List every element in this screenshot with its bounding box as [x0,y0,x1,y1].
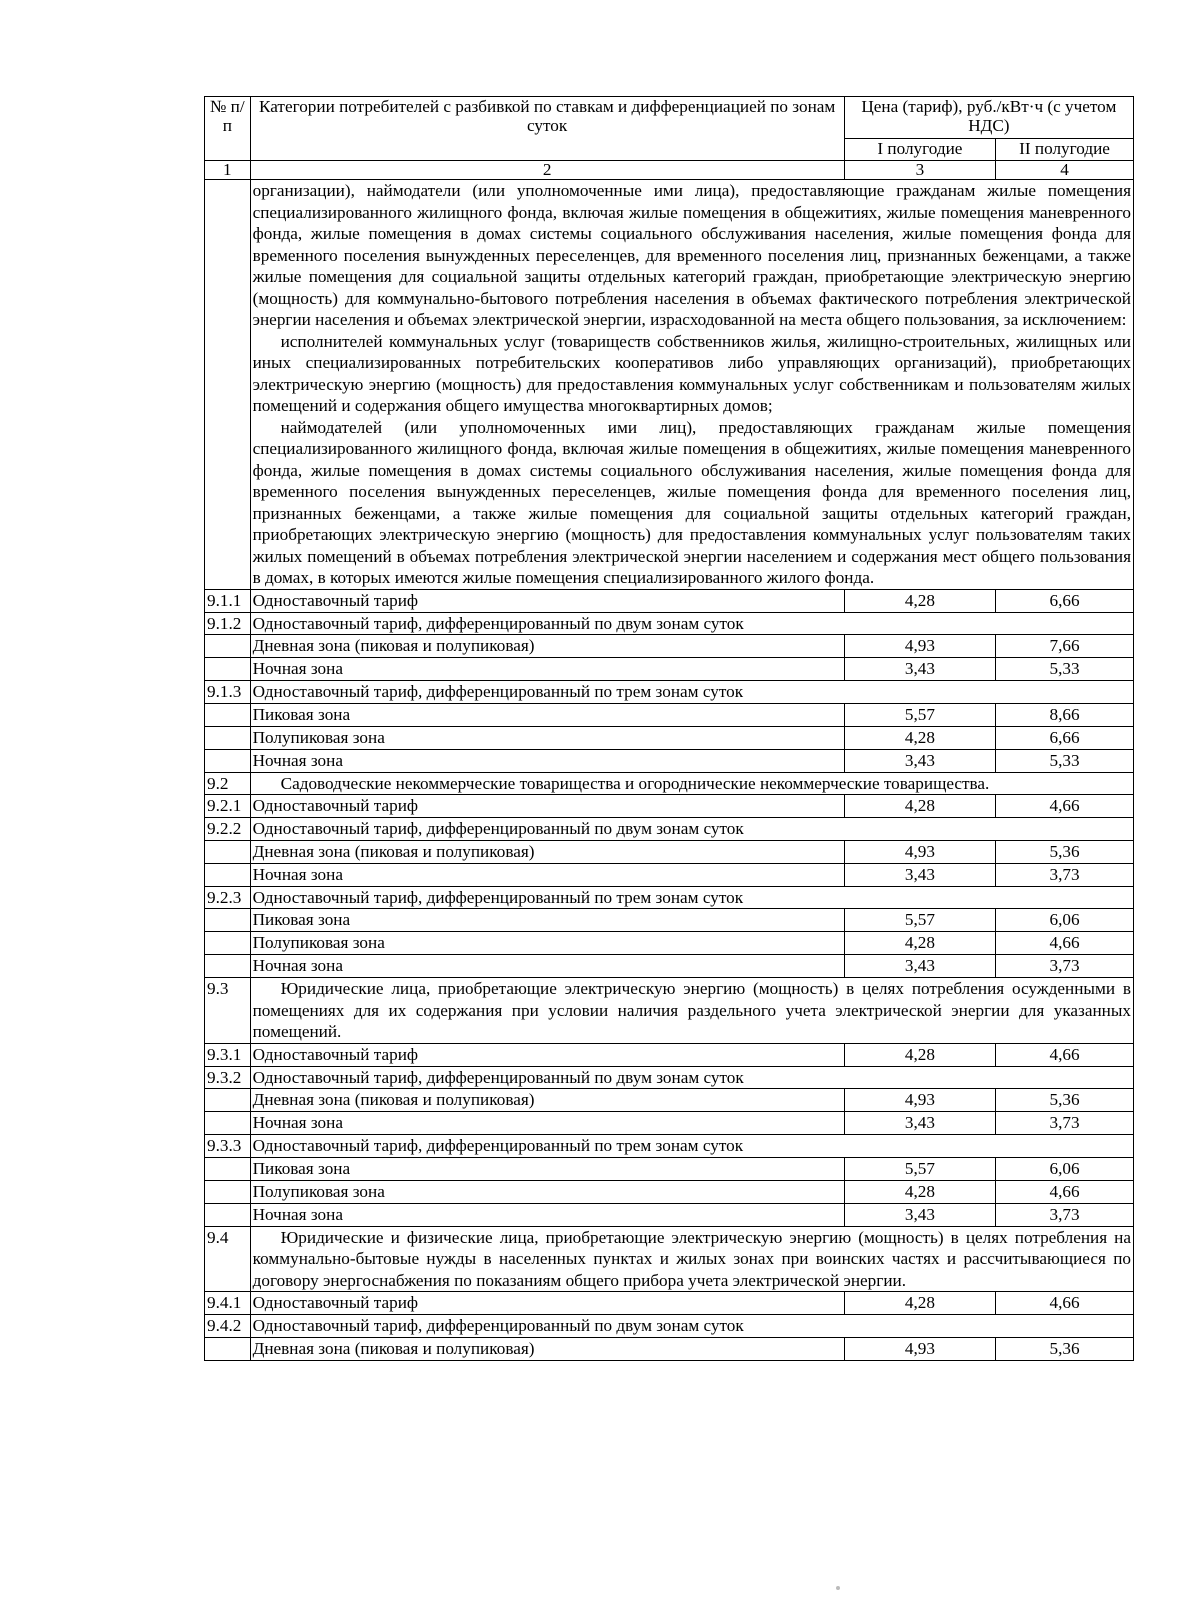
index-cell: 3 [844,161,995,180]
scan-speck [836,1586,840,1590]
price-h2: 7,66 [996,635,1134,658]
intro-num [205,180,251,590]
row-name: Полупиковая зона [250,932,844,955]
index-row [205,161,1134,180]
row-name: Пиковая зона [250,1157,844,1180]
row-name: Дневная зона (пиковая и полупиковая) [250,1089,844,1112]
section-row [205,978,1134,1044]
table-row [205,1180,1134,1203]
row-number [205,703,251,726]
table-row [205,1135,1134,1158]
price-h2: 4,66 [996,1043,1134,1066]
price-h1: 4,93 [844,840,995,863]
table-row [205,886,1134,909]
price-h2: 3,73 [996,863,1134,886]
row-number [205,1203,251,1226]
row-name: Одноставочный тариф [250,795,844,818]
table-row [205,1066,1134,1089]
table-row [205,749,1134,772]
tariff-table [204,96,1134,1361]
row-number: 9.3.3 [205,1135,251,1158]
row-number: 9.3.2 [205,1066,251,1089]
table-row [205,1337,1134,1360]
price-h1: 4,28 [844,589,995,612]
section-row [205,1226,1134,1292]
price-h2: 6,66 [996,726,1134,749]
index-cell: 4 [996,161,1134,180]
row-number: 9.2.3 [205,886,251,909]
price-h1: 5,57 [844,1157,995,1180]
row-number [205,749,251,772]
price-h1: 3,43 [844,863,995,886]
section-paragraph: Юридические и физические лица, приобретающие электрическую энергию (мощность) в целях потребления на коммунально-бытовые нужды в населенных пунктах и жилых зонах при воинских частях и рассчитывающиеся по договору энергоснабжения по показаниям общего прибора учета электрической энергии. [252,1227,1131,1290]
row-number: 9.3 [205,978,251,1044]
intro-text [250,180,1133,590]
row-name: Ночная зона [250,1203,844,1226]
intro-paragraph: исполнителей коммунальных услуг (товариществ собственников жилья, жилищно-строительных, жилищных или иных специализированных потребительских кооперативов либо управляющих организаций), приобретающих электрическую энергию (мощность) для предоставления коммунальных услуг собственникам и пользователям жилых помещений и содержания общего имущества многоквартирных домов; [252,331,1131,415]
row-name: Дневная зона (пиковая и полупиковая) [250,840,844,863]
row-name: Одноставочный тариф, дифференцированный по трем зонам суток [250,681,1133,704]
row-name: Одноставочный тариф, дифференцированный по двум зонам суток [250,1315,1133,1338]
price-h2: 5,33 [996,658,1134,681]
price-h1: 4,28 [844,726,995,749]
price-h2: 5,33 [996,749,1134,772]
row-number [205,840,251,863]
row-number [205,1089,251,1112]
price-h1: 4,93 [844,1337,995,1360]
price-h1: 3,43 [844,955,995,978]
table-row [205,1203,1134,1226]
table-row [205,818,1134,841]
section-text [250,978,1133,1044]
table-row [205,909,1134,932]
row-number [205,1337,251,1360]
table-row [205,726,1134,749]
row-number: 9.2.2 [205,818,251,841]
row-number [205,1112,251,1135]
table-row [205,840,1134,863]
header-row [205,97,1134,139]
row-name: Одноставочный тариф, дифференцированный по трем зонам суток [250,886,1133,909]
table-row [205,932,1134,955]
price-h2: 3,73 [996,955,1134,978]
row-number: 9.1.1 [205,589,251,612]
price-h2: 8,66 [996,703,1134,726]
price-h2: 6,06 [996,909,1134,932]
header-half2: II полугодие [996,139,1134,161]
row-number: 9.4 [205,1226,251,1292]
row-number: 9.4.1 [205,1292,251,1315]
table-row [205,863,1134,886]
section-text [250,1226,1133,1292]
row-name: Полупиковая зона [250,1180,844,1203]
section-row [205,772,1134,795]
price-h1: 4,28 [844,795,995,818]
price-h2: 3,73 [996,1203,1134,1226]
table-row [205,1292,1134,1315]
row-number: 9.2 [205,772,251,795]
price-h1: 3,43 [844,1112,995,1135]
index-cell: 2 [250,161,844,180]
price-h2: 5,36 [996,1089,1134,1112]
price-h1: 5,57 [844,703,995,726]
table-row [205,612,1134,635]
header-num: № п/п [205,97,251,161]
row-number: 9.3.1 [205,1043,251,1066]
row-name: Полупиковая зона [250,726,844,749]
row-name: Пиковая зона [250,909,844,932]
price-h2: 3,73 [996,1112,1134,1135]
price-h1: 4,93 [844,635,995,658]
row-number [205,955,251,978]
row-name: Одноставочный тариф, дифференцированный по двум зонам суток [250,1066,1133,1089]
price-h1: 3,43 [844,1203,995,1226]
row-name: Одноставочный тариф, дифференцированный по трем зонам суток [250,1135,1133,1158]
intro-row [205,180,1134,590]
row-number [205,658,251,681]
header-half1: I полугодие [844,139,995,161]
table-row [205,703,1134,726]
row-number [205,1157,251,1180]
table-row [205,795,1134,818]
row-name: Ночная зона [250,955,844,978]
table-row [205,658,1134,681]
table-row [205,1112,1134,1135]
price-h1: 4,93 [844,1089,995,1112]
header-price: Цена (тариф), руб./кВт·ч (с учетом НДС) [844,97,1133,139]
intro-paragraph: наймодателей (или уполномоченных ими лиц), предоставляющих гражданам жилые помещения специализированного жилищного фонда, включая жилые помещения в общежитиях, жилые помещения маневренного фонда, жилые помещения в домах системы социального обслуживания населения, жилые помещения фонда для временного поселения вынужденных переселенцев, жилые помещения фонда для временного поселения лиц, признанных беженцами, а также жилые помещения для социальной защиты отдельных категорий граждан, приобретающих электрическую энергию (мощность) для предоставления коммунальных услуг пользователям таких жилых помещений в объемах потребления электрической энергии населением и содержания мест общего пользования в домах, в которых имеются жилые помещения специализированного жилого фонда. [252,417,1131,587]
row-name: Пиковая зона [250,703,844,726]
table-row [205,1089,1134,1112]
intro-paragraph: организации), наймодатели (или уполномоченные ими лица), предоставляющие гражданам жилые помещения специализированного жилищного фонда, включая жилые помещения в общежитиях, жилые помещения маневренного фонда, жилые помещения в домах системы социального обслуживания населения, жилые помещения фонда для временного поселения вынужденных переселенцев, для временного поселения лиц, признанных беженцами, а также жилые помещения для социальной защиты отдельных категорий граждан, приобретающие электрическую энергию (мощность) для коммунально-бытового потребления населения в объемах фактического потребления электрической энергии населения и объемах электрической энергии, израсходованной на места общего пользования, за исключением: [252,181,1131,329]
price-h1: 4,28 [844,1180,995,1203]
table-row [205,1157,1134,1180]
price-h2: 4,66 [996,795,1134,818]
header-category: Категории потребителей с разбивкой по ставкам и дифференциацией по зонам суток [250,97,844,161]
row-name: Одноставочный тариф [250,1292,844,1315]
price-h2: 4,66 [996,1180,1134,1203]
row-number: 9.2.1 [205,795,251,818]
row-number [205,863,251,886]
table-row [205,589,1134,612]
price-h1: 4,28 [844,1043,995,1066]
row-number [205,909,251,932]
row-number [205,932,251,955]
row-name: Дневная зона (пиковая и полупиковая) [250,635,844,658]
row-name: Одноставочный тариф [250,589,844,612]
section-paragraph: Садоводческие некоммерческие товарищества и огороднические некоммерческие товарищества. [280,773,990,793]
table-row [205,1315,1134,1338]
price-h2: 6,66 [996,589,1134,612]
row-name: Ночная зона [250,1112,844,1135]
price-h1: 3,43 [844,658,995,681]
row-number [205,1180,251,1203]
price-h2: 4,66 [996,932,1134,955]
row-name: Дневная зона (пиковая и полупиковая) [250,1337,844,1360]
table-row [205,681,1134,704]
price-h2: 6,06 [996,1157,1134,1180]
row-number: 9.1.3 [205,681,251,704]
row-name: Одноставочный тариф, дифференцированный по двум зонам суток [250,612,1133,635]
row-name: Ночная зона [250,863,844,886]
price-h1: 4,28 [844,932,995,955]
price-h1: 5,57 [844,909,995,932]
table-row [205,635,1134,658]
row-number [205,726,251,749]
row-number: 9.4.2 [205,1315,251,1338]
row-name: Одноставочный тариф [250,1043,844,1066]
section-text [250,772,1133,795]
row-name: Ночная зона [250,749,844,772]
price-h2: 5,36 [996,1337,1134,1360]
section-paragraph: Юридические лица, приобретающие электрическую энергию (мощность) в целях потребления осужденными в помещениях для их содержания при условии наличия раздельного учета электрической энергии для указанных помещений. [252,979,1131,1041]
row-name: Одноставочный тариф, дифференцированный по двум зонам суток [250,818,1133,841]
price-h1: 4,28 [844,1292,995,1315]
price-h1: 3,43 [844,749,995,772]
table-row [205,1043,1134,1066]
row-number [205,635,251,658]
row-number: 9.1.2 [205,612,251,635]
price-h2: 4,66 [996,1292,1134,1315]
price-h2: 5,36 [996,840,1134,863]
table-row [205,955,1134,978]
row-name: Ночная зона [250,658,844,681]
index-cell: 1 [205,161,251,180]
